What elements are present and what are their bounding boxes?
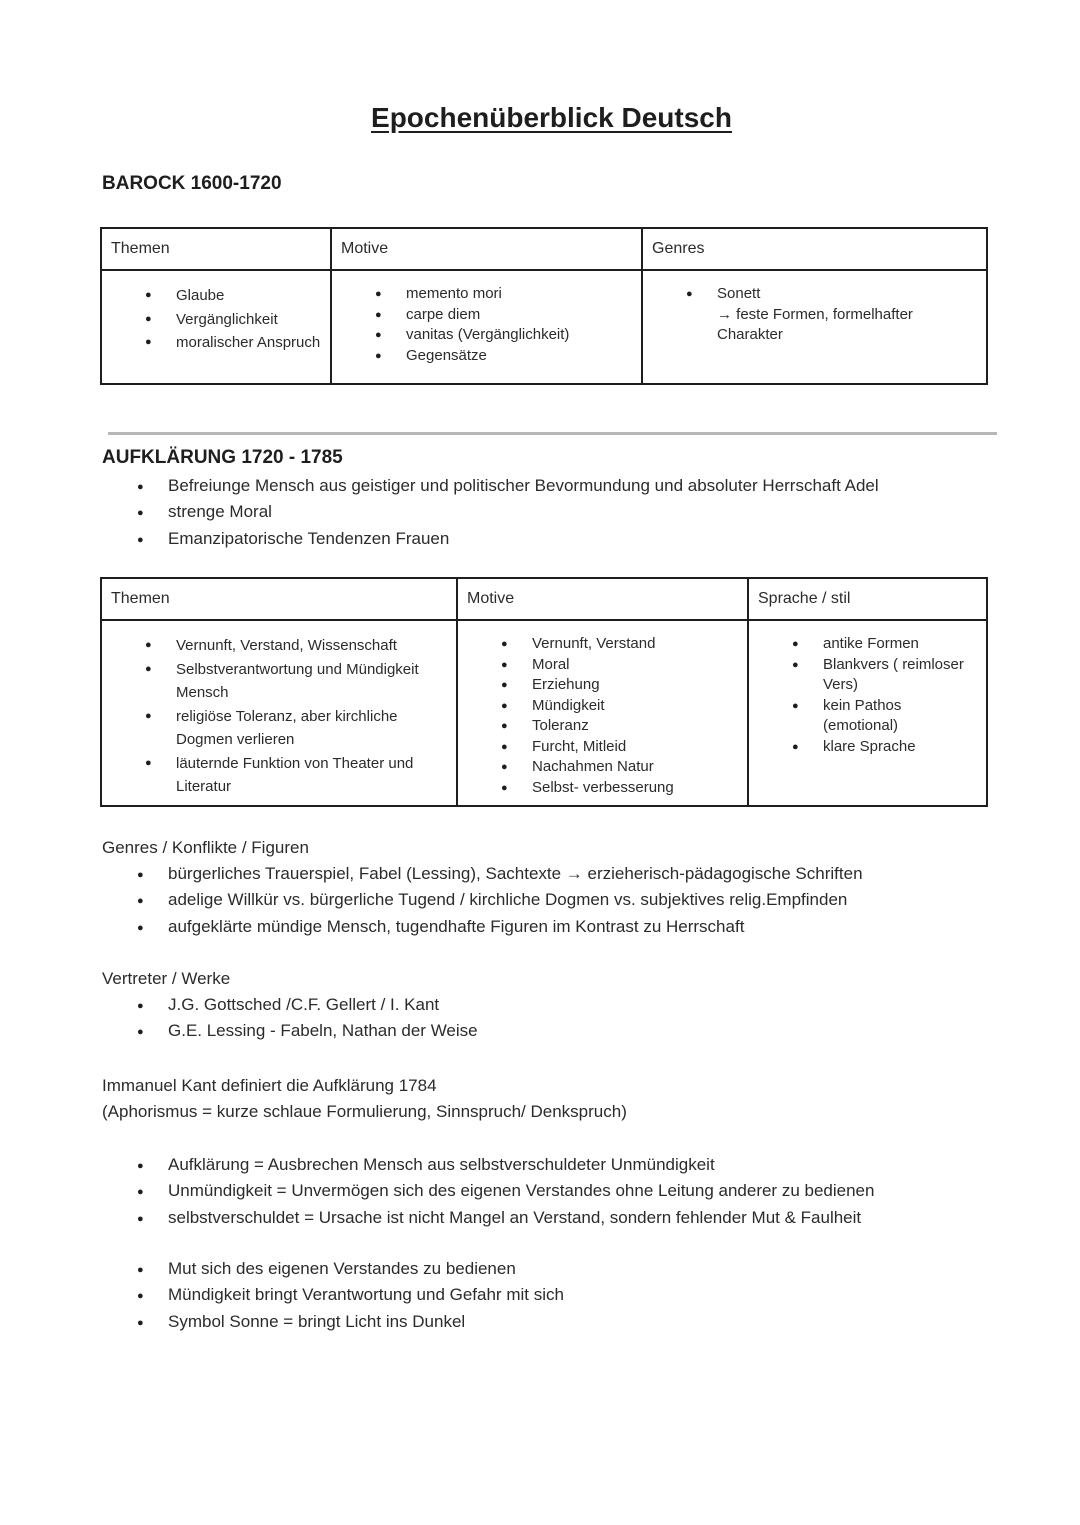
barock-themen-cell — [101, 270, 331, 384]
list-item: ● vanitas (Vergänglichkeit) — [332, 325, 641, 346]
list-item: ● Symbol Sonne = bringt Licht ins Dunkel — [102, 1309, 564, 1335]
aufklaerung-header-sprache: Sprache / stil — [748, 578, 987, 620]
genre-sonett: ● Sonett — [717, 285, 761, 302]
genre-line-2: → feste Formen, formelhafter — [717, 305, 913, 323]
kant-line-1: Immanuel Kant definiert die Aufklärung 1784 — [102, 1076, 437, 1095]
genres-label: Genres / Konflikte / Figuren — [102, 838, 309, 857]
list-item: ● kein Pathos (emotional) — [749, 696, 986, 737]
aufklaerung-themen-cell — [101, 620, 457, 806]
list-item: ● aufgeklärte mündige Mensch, tugendhafte Figuren im Kontrast zu Herrschaft — [102, 914, 863, 940]
barock-header-genres: Genres — [642, 228, 987, 270]
list-item: ● Gegensätze — [332, 346, 641, 367]
list-item: ● bürgerliches Trauerspiel, Fabel (Lessing), Sachtexte → erzieherisch-pädagogische Schriften — [102, 861, 863, 887]
list-item: ● G.E. Lessing - Fabeln, Nathan der Weise — [102, 1018, 478, 1044]
list-item: ● antike Formen — [749, 634, 986, 655]
list-item: ● selbstverschuldet = Ursache ist nicht Mangel an Verstand, sondern fehlender Mut & Faulheit — [102, 1205, 874, 1231]
list-item: ● carpe diem — [332, 305, 641, 326]
list-item: ● Selbst- verbesserung — [458, 778, 747, 799]
list-item: ● strenge Moral — [102, 499, 879, 525]
list-item: ● Mündigkeit bringt Verantwortung und Gefahr mit sich — [102, 1282, 564, 1308]
list-item: ● Glaube — [102, 284, 330, 308]
list-item: ● Vergänglichkeit — [102, 308, 330, 332]
list-item: ● J.G. Gottsched /C.F. Gellert / I. Kant — [102, 992, 478, 1018]
genre-line-3: Charakter — [717, 326, 783, 343]
list-item: ● Unmündigkeit = Unvermögen sich des eigenen Verstandes ohne Leitung anderer zu bedienen — [102, 1178, 874, 1204]
aufklaerung-intro-list — [102, 473, 879, 552]
list-item — [643, 284, 986, 346]
list-item: ● Furcht, Mitleid — [458, 737, 747, 758]
list-item: ● Mündigkeit — [458, 696, 747, 717]
page-title: Epochenüberblick Deutsch — [371, 102, 732, 133]
section-divider — [108, 432, 997, 435]
aufklaerung-header-themen: Themen — [101, 578, 457, 620]
list-item: ● moralischer Anspruch — [102, 331, 330, 355]
aufklaerung-header-motive: Motive — [457, 578, 748, 620]
list-item: ● Befreiunge Mensch aus geistiger und politischer Bevormundung und absoluter Herrschaft Adel — [102, 473, 879, 499]
aufklaerung-table — [100, 577, 988, 807]
list-item: ● Emanzipatorische Tendenzen Frauen — [102, 526, 879, 552]
list-item: ● Toleranz — [458, 716, 747, 737]
list-item: ● Vernunft, Verstand — [458, 634, 747, 655]
barock-genres-cell — [642, 270, 987, 384]
list-item: ● Moral — [458, 655, 747, 676]
kant-summary-list — [102, 1256, 564, 1335]
kant-line-2: (Aphorismus = kurze schlaue Formulierung, Sinnspruch/ Denkspruch) — [102, 1102, 627, 1121]
list-item: ● Aufklärung = Ausbrechen Mensch aus selbstverschuldeter Unmündigkeit — [102, 1152, 874, 1178]
vertreter-label: Vertreter / Werke — [102, 969, 231, 988]
kant-definition-list — [102, 1152, 874, 1231]
list-item: ● läuternde Funktion von Theater und Literatur — [102, 752, 456, 799]
barock-header-motive: Motive — [331, 228, 642, 270]
list-item: ● Selbstverantwortung und Mündigkeit Mensch — [102, 658, 456, 705]
barock-motive-cell — [331, 270, 642, 384]
barock-heading: BAROCK 1600-1720 — [102, 173, 282, 194]
list-item: ● adelige Willkür vs. bürgerliche Tugend / kirchliche Dogmen vs. subjektives relig.Empfinden — [102, 887, 863, 913]
list-item: ● Mut sich des eigenen Verstandes zu bedienen — [102, 1256, 564, 1282]
barock-table — [100, 227, 988, 385]
list-item: ● religiöse Toleranz, aber kirchliche Dogmen verlieren — [102, 705, 456, 752]
list-item: ● Vernunft, Verstand, Wissenschaft — [102, 634, 456, 658]
aufklaerung-motive-cell — [457, 620, 748, 806]
genres-list — [102, 861, 863, 940]
aufklaerung-sprache-cell — [748, 620, 987, 806]
list-item: ● Blankvers ( reimloser Vers) — [749, 655, 986, 696]
list-item: ● Nachahmen Natur — [458, 757, 747, 778]
list-item: ● memento mori — [332, 284, 641, 305]
barock-header-themen: Themen — [101, 228, 331, 270]
list-item: ● Erziehung — [458, 675, 747, 696]
aufklaerung-heading: AUFKLÄRUNG 1720 - 1785 — [102, 447, 343, 468]
list-item: ● klare Sprache — [749, 737, 986, 758]
vertreter-list — [102, 992, 478, 1045]
